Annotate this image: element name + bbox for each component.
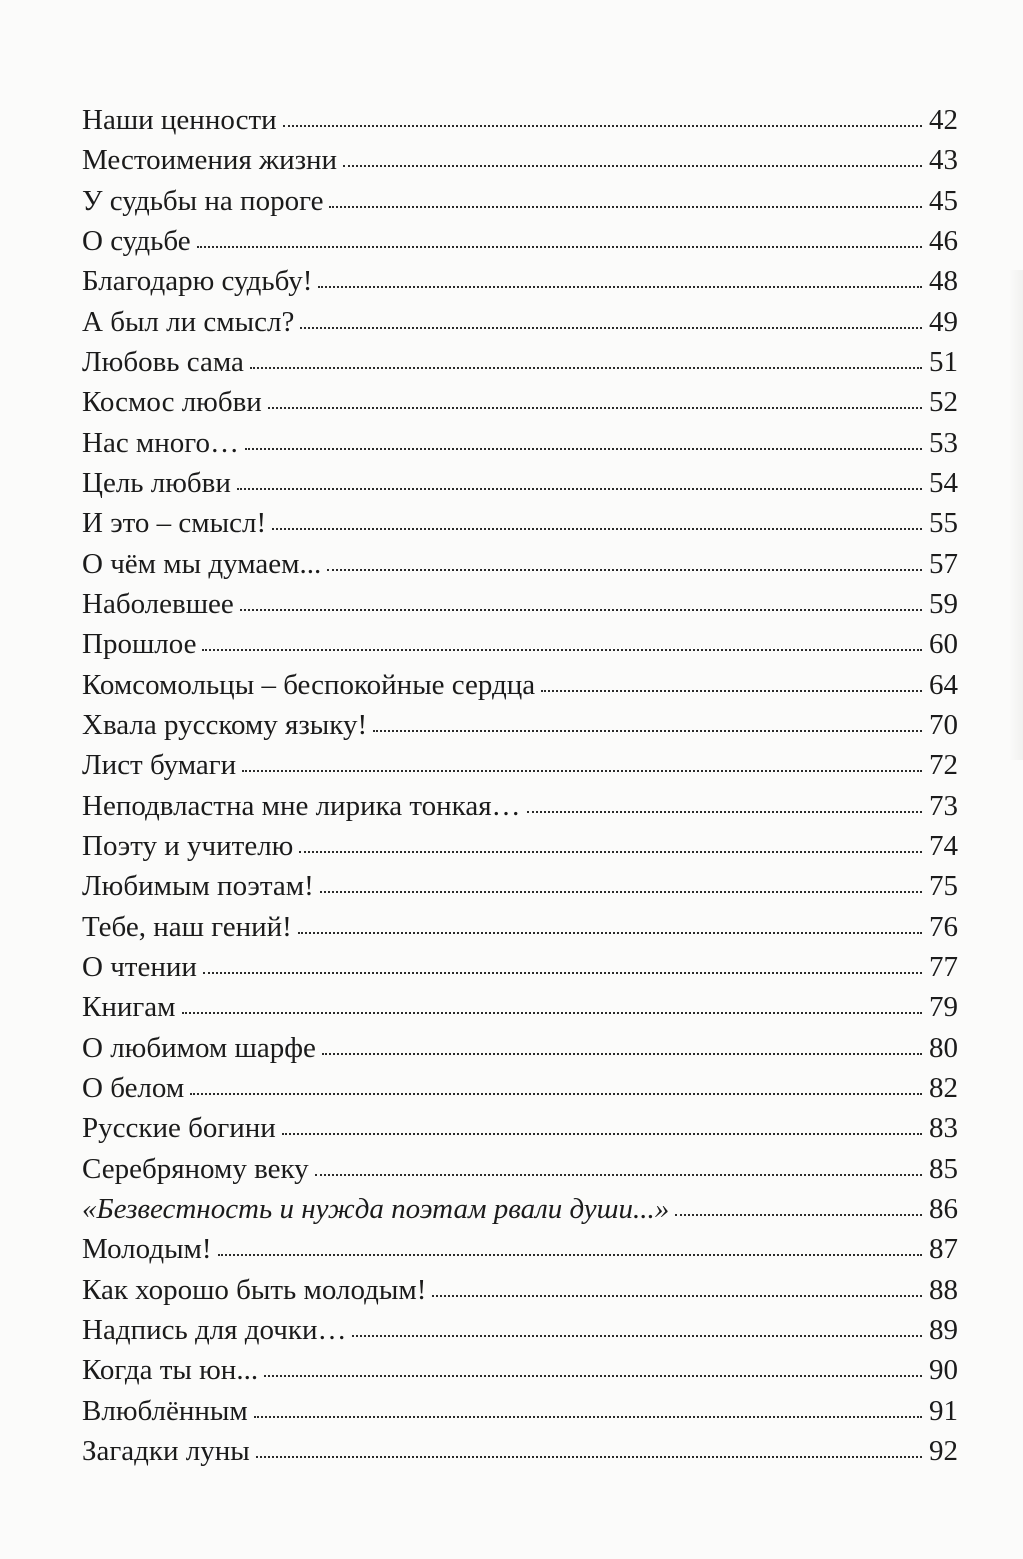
dot-leader xyxy=(182,1011,923,1014)
dot-leader xyxy=(299,850,922,853)
toc-entry-page-number: 55 xyxy=(929,507,958,540)
toc-entry-page-number: 73 xyxy=(929,789,958,822)
dot-leader xyxy=(315,1173,922,1176)
toc-entry-page-number: 48 xyxy=(929,265,958,298)
toc-entry-page-number: 85 xyxy=(929,1152,958,1185)
toc-entry-title: Любовь сама xyxy=(82,345,244,378)
toc-entry xyxy=(82,1270,958,1310)
toc-entry xyxy=(82,261,958,301)
toc-entry xyxy=(82,1149,958,1189)
dot-leader xyxy=(245,447,922,450)
toc-entry xyxy=(82,1310,958,1350)
dot-leader xyxy=(250,366,922,369)
toc-entry-title: Загадки луны xyxy=(82,1434,250,1467)
toc-entry xyxy=(82,907,958,947)
toc-entry xyxy=(82,947,958,987)
toc-entry-page-number: 92 xyxy=(929,1434,958,1467)
toc-entry-title: Надпись для дочки… xyxy=(82,1313,347,1346)
toc-entry-page-number: 70 xyxy=(929,708,958,741)
toc-entry-title: Тебе, наш гений! xyxy=(82,910,292,943)
dot-leader xyxy=(237,487,922,490)
toc-entry-page-number: 90 xyxy=(929,1354,958,1387)
toc-entry-title: «Безвестность и нужда поэтам рвали души...» xyxy=(82,1192,670,1225)
toc-entry-title: Хвала русскому языку! xyxy=(82,708,368,741)
dot-leader xyxy=(203,971,922,974)
toc-entry-title: Неподвластна мне лирика тонкая… xyxy=(82,789,521,822)
toc-entry-page-number: 86 xyxy=(929,1192,958,1225)
toc-entry-page-number: 82 xyxy=(929,1071,958,1104)
dot-leader xyxy=(352,1334,922,1337)
toc-entry-title: О белом xyxy=(82,1071,185,1104)
dot-leader xyxy=(242,769,922,772)
toc-entry xyxy=(82,221,958,261)
dot-leader xyxy=(240,608,922,611)
toc-entry-page-number: 53 xyxy=(929,426,958,459)
dot-leader xyxy=(202,648,922,651)
toc-entry-title: Книгам xyxy=(82,991,176,1024)
toc-entry xyxy=(82,503,958,543)
dot-leader xyxy=(218,1253,922,1256)
dot-leader xyxy=(300,326,922,329)
toc-entry-title: Местоимения жизни xyxy=(82,144,338,177)
toc-entry-page-number: 87 xyxy=(929,1233,958,1266)
toc-entry xyxy=(82,786,958,826)
dot-leader xyxy=(264,1374,922,1377)
toc-entry-page-number: 46 xyxy=(929,224,958,257)
dot-leader xyxy=(197,245,922,248)
toc-entry-page-number: 60 xyxy=(929,628,958,661)
toc-entry-title: О чтении xyxy=(82,950,197,983)
toc-entry-title: Прошлое xyxy=(82,628,197,661)
toc-entry-page-number: 43 xyxy=(929,144,958,177)
dot-leader xyxy=(373,729,922,732)
toc-entry xyxy=(82,463,958,503)
toc-entry-title: О судьбе xyxy=(82,224,191,257)
toc-entry xyxy=(82,100,958,140)
toc-entry-page-number: 74 xyxy=(929,829,958,862)
toc-entry-title: Наболевшее xyxy=(82,587,234,620)
toc-entry xyxy=(82,181,958,221)
toc-entry xyxy=(82,624,958,664)
toc-entry-title: У судьбы на пороге xyxy=(82,184,324,217)
toc-entry-title: Комсомольцы – беспокойные сердца xyxy=(82,668,536,701)
toc-entry-page-number: 52 xyxy=(929,386,958,419)
toc-entry xyxy=(82,1068,958,1108)
toc-entry-page-number: 88 xyxy=(929,1273,958,1306)
toc-entry xyxy=(82,544,958,584)
toc-entry-title: И это – смысл! xyxy=(82,507,267,540)
toc-entry xyxy=(82,382,958,422)
toc-entry-page-number: 89 xyxy=(929,1313,958,1346)
toc-entry-title: Влюблённым xyxy=(82,1394,248,1427)
toc-entry-title: Благодарю судьбу! xyxy=(82,265,313,298)
toc-entry xyxy=(82,1189,958,1229)
toc-entry xyxy=(82,1028,958,1068)
dot-leader xyxy=(329,205,922,208)
toc-entry xyxy=(82,987,958,1027)
dot-leader xyxy=(272,527,922,530)
toc-entry-page-number: 75 xyxy=(929,870,958,903)
toc-entry xyxy=(82,1108,958,1148)
table-of-contents xyxy=(82,100,958,1471)
toc-entry-page-number: 49 xyxy=(929,305,958,338)
dot-leader xyxy=(541,689,922,692)
toc-entry-title: Молодым! xyxy=(82,1233,212,1266)
page-edge-shadow xyxy=(1009,270,1023,760)
dot-leader xyxy=(432,1294,922,1297)
toc-entry xyxy=(82,423,958,463)
toc-entry xyxy=(82,826,958,866)
toc-entry-page-number: 83 xyxy=(929,1112,958,1145)
toc-entry-title: Космос любви xyxy=(82,386,262,419)
dot-leader xyxy=(256,1455,922,1458)
toc-entry-page-number: 51 xyxy=(929,345,958,378)
dot-leader xyxy=(283,124,922,127)
toc-entry xyxy=(82,342,958,382)
dot-leader xyxy=(254,1415,922,1418)
dot-leader xyxy=(327,568,922,571)
toc-entry xyxy=(82,584,958,624)
toc-entry xyxy=(82,705,958,745)
toc-entry-page-number: 45 xyxy=(929,184,958,217)
toc-entry-page-number: 76 xyxy=(929,910,958,943)
toc-entry-title: О любимом шарфе xyxy=(82,1031,316,1064)
toc-entry-page-number: 64 xyxy=(929,668,958,701)
toc-entry-page-number: 54 xyxy=(929,466,958,499)
toc-entry xyxy=(82,302,958,342)
toc-entry-page-number: 80 xyxy=(929,1031,958,1064)
toc-entry-title: Как хорошо быть молодым! xyxy=(82,1273,427,1306)
toc-entry-title: Любимым поэтам! xyxy=(82,870,314,903)
dot-leader xyxy=(320,890,922,893)
toc-entry-title: Когда ты юн... xyxy=(82,1354,259,1387)
toc-entry xyxy=(82,1350,958,1390)
toc-entry-page-number: 77 xyxy=(929,950,958,983)
toc-entry-page-number: 72 xyxy=(929,749,958,782)
dot-leader xyxy=(343,164,922,167)
toc-entry-title: Нас много… xyxy=(82,426,239,459)
dot-leader xyxy=(282,1132,922,1135)
toc-entry-page-number: 57 xyxy=(929,547,958,580)
toc-entry xyxy=(82,866,958,906)
dot-leader xyxy=(298,931,922,934)
toc-entry xyxy=(82,1229,958,1269)
toc-entry-title: Поэту и учителю xyxy=(82,829,294,862)
toc-entry-title: А был ли смысл? xyxy=(82,305,295,338)
toc-entry xyxy=(82,745,958,785)
toc-entry xyxy=(82,140,958,180)
toc-entry-page-number: 59 xyxy=(929,587,958,620)
toc-entry-title: Цель любви xyxy=(82,466,231,499)
toc-entry-title: Лист бумаги xyxy=(82,749,237,782)
dot-leader xyxy=(322,1052,922,1055)
dot-leader xyxy=(190,1092,922,1095)
toc-entry xyxy=(82,665,958,705)
dot-leader xyxy=(268,406,922,409)
toc-entry-page-number: 79 xyxy=(929,991,958,1024)
dot-leader xyxy=(318,285,922,288)
toc-entry-title: О чём мы думаем... xyxy=(82,547,322,580)
dot-leader xyxy=(675,1213,922,1216)
dot-leader xyxy=(527,810,922,813)
toc-entry xyxy=(82,1431,958,1471)
toc-entry-page-number: 91 xyxy=(929,1394,958,1427)
toc-entry-title: Наши ценности xyxy=(82,104,277,136)
toc-entry-title: Серебряному веку xyxy=(82,1152,309,1185)
toc-entry xyxy=(82,1391,958,1431)
toc-entry-page-number: 42 xyxy=(929,104,958,136)
toc-entry-title: Русские богини xyxy=(82,1112,276,1145)
